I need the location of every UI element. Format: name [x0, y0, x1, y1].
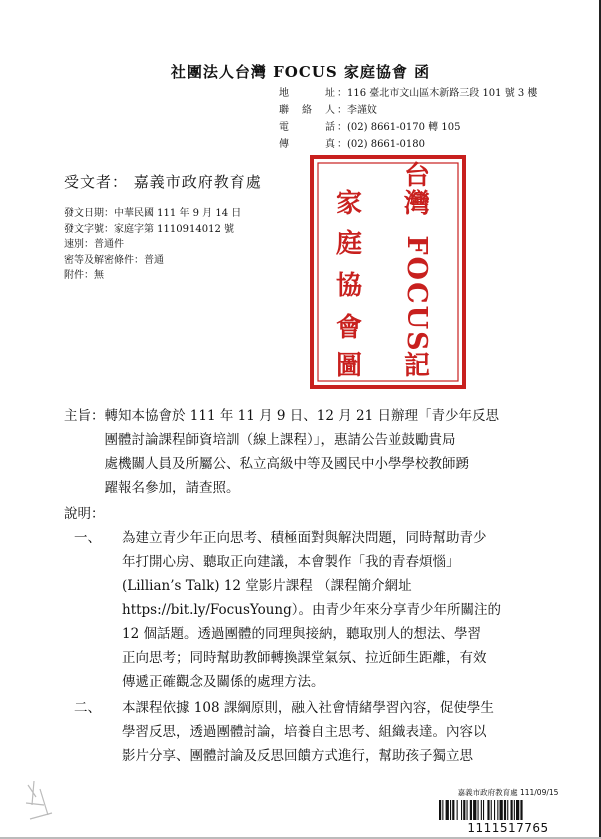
meta-value: 中華民國 111 年 9 月 14 日	[114, 208, 242, 219]
item-line: 12 個話題。透過團體的同理與接納，聽取別人的想法、學習	[122, 626, 481, 642]
meta-label: 附件：	[64, 270, 94, 281]
seal-text-org: 庭	[335, 229, 363, 259]
subject-line: 躍報名參加，請查照。	[104, 480, 240, 496]
meta-attachment	[64, 268, 241, 284]
barcode-bar	[452, 800, 454, 820]
barcode-bar	[504, 800, 506, 820]
contact-value: (02) 8661-0180	[347, 139, 425, 150]
recipient-name: 嘉義市政府教育處	[133, 173, 262, 191]
barcode-bar	[470, 800, 472, 820]
barcode	[438, 800, 578, 820]
barcode-bar	[467, 800, 468, 820]
explanation-label: 說明：	[64, 506, 105, 522]
meta-speed	[64, 237, 241, 253]
barcode-bar	[520, 800, 522, 820]
barcode-bar	[457, 800, 458, 820]
subject-line: 團體討論課程師資培訓（線上課程）」，惠請公告並鼓勵貴局	[104, 432, 456, 448]
item-line: 正向思考；同時幫助教師轉換課堂氣氛、拉近師生距離，有效	[122, 650, 487, 666]
seal-text-taiwan: 灣	[403, 189, 431, 219]
item-line: 本課程依據 108 課綱原則，融入社會情緒學習內容，促使學生	[122, 700, 494, 716]
barcode-bar	[500, 800, 503, 820]
seal-text-org: 家	[335, 189, 363, 219]
document-body	[64, 404, 564, 768]
item-line: 學習反思，透過團體討論，培養自主思考、組織表達。內容以	[122, 724, 487, 740]
barcode-bar	[516, 800, 519, 820]
contact-label: 傳 真	[279, 139, 335, 150]
seal-text-org: 會	[335, 313, 363, 343]
meta-ref-number	[64, 222, 241, 238]
contact-label: 電 話	[279, 122, 335, 133]
meta-label: 發文日期：	[64, 208, 114, 219]
item-number: 一、	[74, 530, 101, 546]
barcode-bar	[461, 800, 462, 820]
item-line: https://bit.ly/FocusYoung）。由青少年來分享青少年所關注的	[122, 602, 502, 618]
meta-value: 家庭字第 1110914012 號	[114, 223, 234, 235]
barcode-bar	[494, 800, 495, 820]
contact-person: 聯絡人 ： 李謹妏	[279, 102, 537, 119]
meta-classification	[64, 253, 241, 269]
explanation-item	[64, 526, 564, 694]
item-line: 為建立青少年正向思考、積極面對與解決問題，同時幫助青少	[122, 530, 487, 546]
contact-block	[279, 85, 537, 153]
contact-fax: 傳 真 ： (02) 8661-0180	[279, 136, 537, 153]
organization-seal	[309, 154, 467, 390]
seal-text-focus: FOCUS	[401, 235, 432, 353]
barcode-bar	[439, 800, 441, 820]
receipt-number: 1111517765	[467, 821, 549, 835]
subject-line: 轉知本協會於 111 年 11 月 9 日、12 月 21 日辦理「青少年反思	[104, 408, 500, 424]
subject-section	[64, 404, 564, 500]
barcode-bar	[487, 800, 489, 820]
item-line: 影片分享、團體討論及反思回饋方式進行，幫助孩子獨立思	[122, 748, 473, 764]
item-line: 傳遞正確觀念及關係的處理方法。	[122, 674, 325, 690]
meta-label: 速別：	[64, 239, 94, 250]
document-metadata	[64, 206, 241, 284]
barcode-bar	[463, 800, 465, 820]
contact-label: 聯絡人	[279, 105, 335, 116]
barcode-bar	[507, 800, 508, 820]
barcode-bar	[483, 800, 484, 820]
barcode-bar	[514, 800, 515, 820]
meta-value: 普通件	[94, 239, 124, 250]
barcode-bar	[481, 800, 482, 820]
barcode-bar	[442, 800, 443, 820]
contact-phone: 電 話 ： (02) 8661-0170 轉 105	[279, 119, 537, 136]
subject-label: 主旨：	[64, 408, 105, 424]
barcode-bar	[491, 800, 492, 820]
meta-label: 發文字號：	[64, 223, 114, 235]
barcode-bar	[473, 800, 476, 820]
item-number: 二、	[74, 700, 101, 716]
document-title: 社團法人台灣 FOCUS 家庭協會 函	[170, 63, 431, 81]
seal-text-taiwan: 台	[403, 161, 431, 191]
seal-text-org: 協	[335, 271, 363, 301]
barcode-bar	[478, 800, 479, 820]
recipient-label: 受文者：	[64, 173, 129, 191]
handwritten-mark	[22, 775, 62, 825]
barcode-bar	[497, 800, 498, 820]
seal-text-org: 圖	[335, 351, 363, 381]
contact-value: (02) 8661-0170 轉 105	[347, 122, 461, 133]
explanation-item	[64, 696, 564, 768]
meta-label: 密等及解密條件：	[64, 254, 144, 266]
contact-value: 116 臺北市文山區木新路三段 101 號 3 樓	[347, 88, 538, 99]
contact-value: 李謹妏	[347, 105, 377, 116]
meta-value: 無	[94, 270, 104, 281]
item-line: 年打開心房、聽取正向建議，本會製作「我的青春煩惱」	[122, 554, 460, 570]
receipt-stamp	[438, 787, 578, 835]
subject-line: 處機關人員及所屬公、私立高級中等及國民中小學學校教師踴	[104, 456, 469, 472]
barcode-bar	[511, 800, 513, 820]
recipient-line	[64, 171, 262, 192]
contact-label: 地 址	[279, 88, 335, 99]
receipt-text: 嘉義市政府教育處 111/09/15	[457, 788, 559, 797]
item-line: (Lillian’s Talk) 12 堂影片課程 （課程簡介網址	[122, 578, 412, 594]
barcode-bar	[446, 800, 449, 820]
meta-date	[64, 206, 241, 222]
meta-value: 普通	[144, 254, 164, 266]
barcode-bar	[450, 800, 451, 820]
seal-text-org: 記	[403, 351, 431, 381]
contact-address: 地 址 ： 116 臺北市文山區木新路三段 101 號 3 樓	[279, 85, 537, 102]
